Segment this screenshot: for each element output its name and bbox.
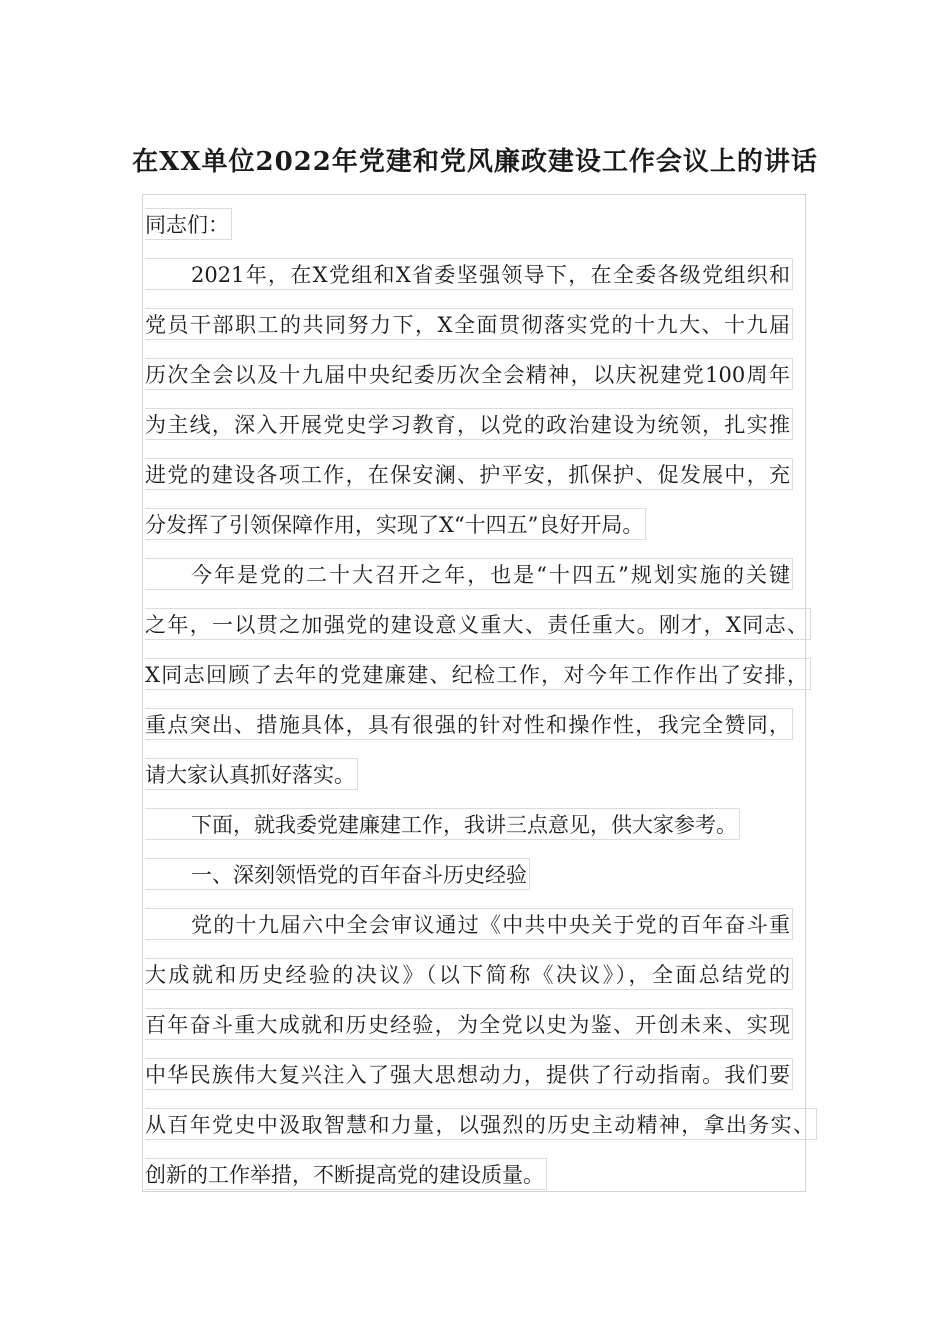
paragraph-line: 党的十九届六中全会审议通过《中共中央关于党的百年奋斗重: [145, 908, 793, 940]
salutation: 同志们：: [145, 208, 232, 240]
paragraph-line: 大成就和历史经验的决议》（以下简称《决议》），全面总结党的: [145, 958, 793, 990]
paragraph-line: 百年奋斗重大成就和历史经验，为全党以史为鉴、开创未来、实现: [145, 1008, 793, 1040]
paragraph-line: 重点突出、措施具体，具有很强的针对性和操作性，我完全赞同，: [145, 708, 793, 740]
paragraph-line: 之年，一以贯之加强党的建设意义重大、责任重大。刚才，X同志、: [145, 608, 811, 640]
document-title: 在XX单位2022年党建和党风廉政建设工作会议上的讲话: [132, 147, 818, 177]
paragraph-line: 为主线，深入开展党史学习教育，以党的政治建设为统领，扎实推: [145, 408, 793, 440]
paragraph-line: 从百年党史中汲取智慧和力量，以强烈的历史主动精神，拿出务实、: [145, 1108, 817, 1140]
paragraph-line: 2021年，在X党组和X省委坚强领导下，在全委各级党组织和: [145, 258, 793, 290]
paragraph-line: 中华民族伟大复兴注入了强大思想动力，提供了行动指南。我们要: [145, 1058, 793, 1090]
paragraph-line: 创新的工作举措，不断提高党的建设质量。: [145, 1158, 547, 1190]
paragraph-line: 分发挥了引领保障作用，实现了X“十四五”良好开局。: [145, 508, 646, 540]
paragraph-line: 进党的建设各项工作，在保安澜、护平安，抓保护、促发展中，充: [145, 458, 793, 490]
document-body-frame: [142, 194, 806, 1192]
paragraph-line: 请大家认真抓好落实。: [145, 758, 358, 790]
paragraph-line: 党员干部职工的共同努力下，X全面贯彻落实党的十九大、十九届: [145, 308, 793, 340]
paragraph-line: X同志回顾了去年的党建廉建、纪检工作，对今年工作作出了安排，: [145, 658, 811, 690]
paragraph-line: 历次全会以及十九届中央纪委历次全会精神，以庆祝建党100周年: [145, 358, 793, 390]
paragraph-line: 下面，就我委党建廉建工作，我讲三点意见，供大家参考。: [145, 808, 740, 840]
section-heading: 一、深刻领悟党的百年奋斗历史经验: [145, 858, 530, 890]
paragraph-line: 今年是党的二十大召开之年，也是“十四五”规划实施的关键: [145, 558, 793, 590]
